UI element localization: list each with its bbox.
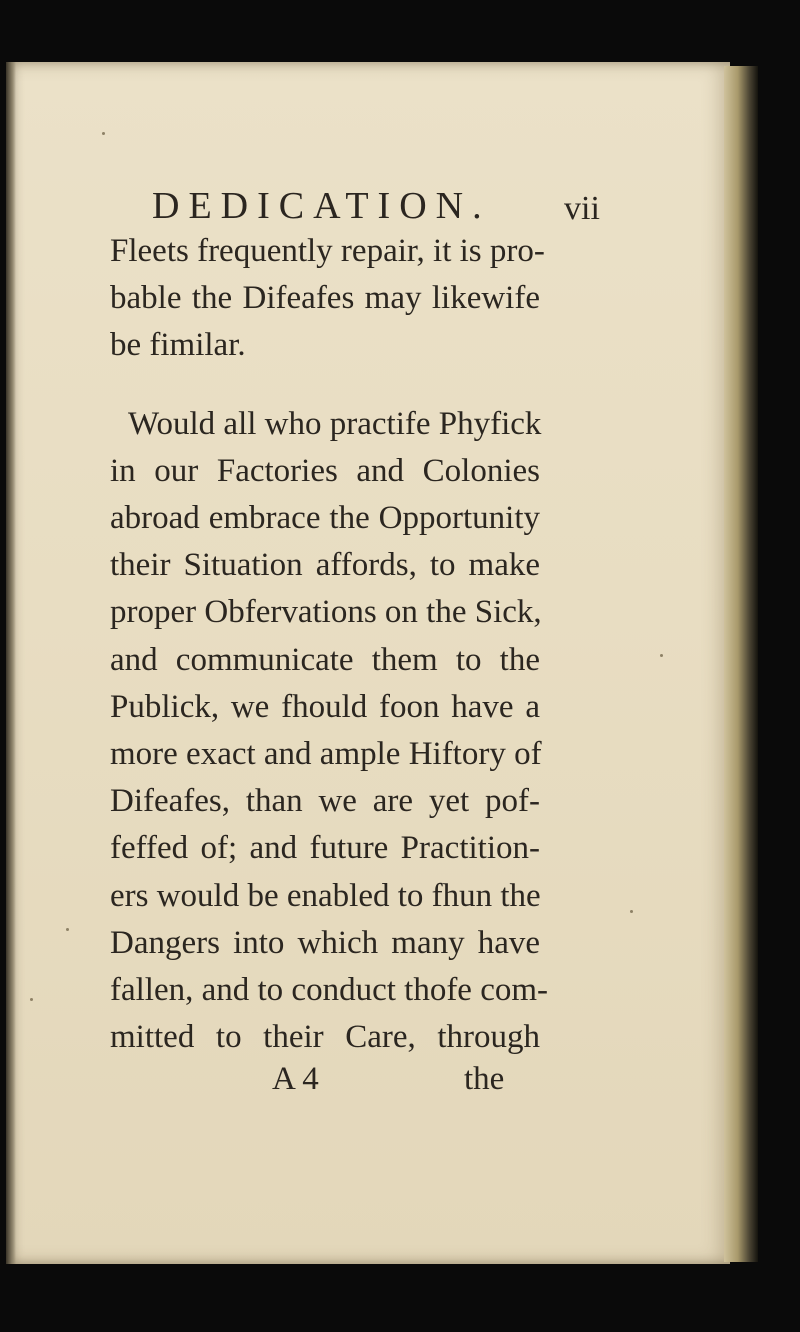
text-line: Difeafes, than we are yet pof- <box>110 783 540 820</box>
text-line: proper Obfervations on the Sick, <box>110 594 542 631</box>
paper-speck <box>660 654 663 657</box>
text-line: Would all who practife Phyfick <box>128 405 542 442</box>
text-line: ers would be enabled to fhun the <box>110 877 541 914</box>
text-line: bable the Difeafes may likewife <box>110 280 540 317</box>
text-line: abroad embrace the Opportunity <box>110 500 540 537</box>
page-footer <box>110 1061 540 1108</box>
signature-mark: A 4 <box>272 1061 319 1098</box>
page-text <box>110 174 600 1108</box>
book-page <box>6 62 730 1264</box>
catchword: the <box>464 1061 505 1098</box>
text-line: Publick, we fhould foon have a <box>110 688 540 725</box>
paper-speck <box>30 998 33 1001</box>
text-line: feffed of; and future Practition- <box>110 830 540 867</box>
running-title: DEDICATION. <box>152 185 491 227</box>
paper-speck <box>102 132 105 135</box>
text-line: their Situation affords, to make <box>110 547 540 584</box>
text-line: more exact and ample Hiftory of <box>110 736 542 773</box>
text-line: in our Factories and Colonies <box>110 452 540 489</box>
page-fore-edge <box>724 66 758 1262</box>
text-line: and communicate them to the <box>110 641 540 678</box>
page-number: vii <box>564 190 600 227</box>
text-line: Fleets frequently repair, it is pro- <box>110 233 545 269</box>
paragraph-2 <box>110 401 549 1062</box>
text-line: Dangers into which many have <box>110 924 540 961</box>
text-line: fallen, and to conduct thofe com- <box>110 972 549 1009</box>
paper-speck <box>630 910 633 913</box>
paper-speck <box>66 928 69 931</box>
paragraph-1 <box>110 228 545 370</box>
page-gutter-shadow <box>6 62 16 1264</box>
text-line: be fimilar. <box>110 327 246 364</box>
text-line: mitted to their Care, through <box>110 1019 540 1056</box>
paragraph-gap <box>110 370 540 401</box>
running-head <box>110 174 600 228</box>
